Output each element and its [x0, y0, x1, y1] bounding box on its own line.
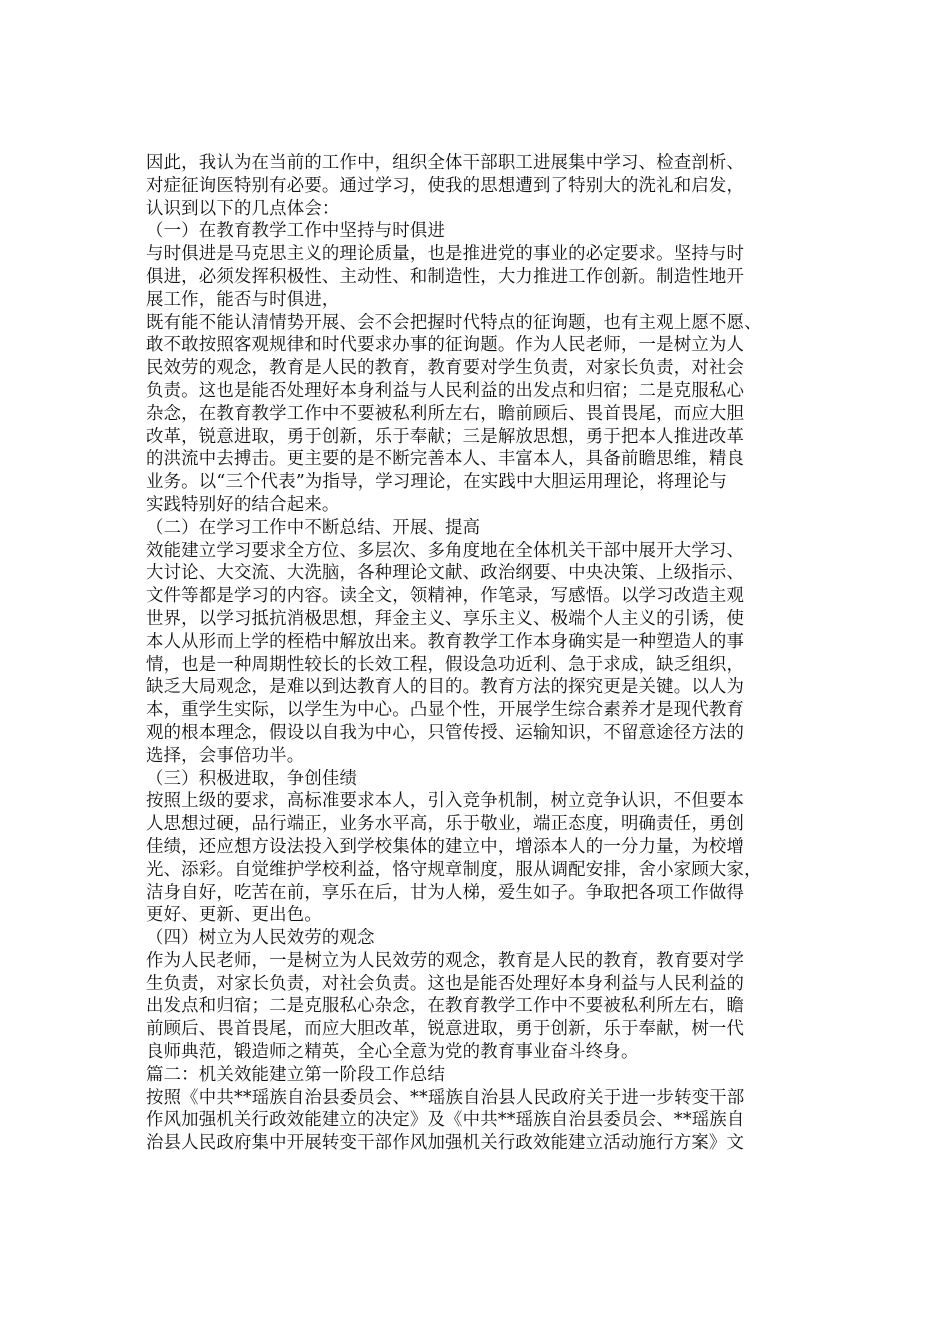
- text-line: 负责。这也是能否处理好本身利益与人民利益的出发点和归宿；二是克服私心: [146, 380, 745, 401]
- text-line: 人思想过硬，品行端正，业务水平高，乐于敬业，端正态度，明确责任，勇创: [146, 814, 745, 835]
- text-line: 实践特别好的结合起来。: [146, 494, 340, 515]
- text-line: 民效劳的观念，教育是人民的教育，教育要对学生负责，对家长负责，对社会: [146, 358, 745, 379]
- text-line: 展工作，能否与时俱进，: [146, 289, 340, 310]
- text-line: 缺乏大局观念，是难以到达教育人的目的。教育方法的探究更是关键。以人为: [146, 677, 745, 698]
- text-line: 生负责，对家长负责，对社会负责。这也是能否处理好本身利益与人民利益的: [146, 973, 745, 994]
- article-heading: 篇二：机关效能建立第一阶段工作总结: [146, 1064, 446, 1085]
- text-line: 本，重学生实际，以学生为中心。凸显个性，开展学生综合素养才是现代教育: [146, 700, 745, 721]
- section-heading: （一）在教育教学工作中坚持与时俱进: [146, 221, 446, 242]
- text-line: 按照《中共**瑶族自治县委员会、**瑶族自治县人民政府关于进一步转变干部: [146, 1087, 745, 1108]
- text-line: 因此，我认为在当前的工作中，组织全体干部职工进展集中学习、检查剖析、: [146, 153, 745, 173]
- text-line: 既有能不能认清情势开展、会不会把握时代特点的征询题，也有主观上愿不愿、: [146, 312, 762, 333]
- section-heading: （二）在学习工作中不断总结、开展、提高: [146, 517, 481, 538]
- text-line: 敢不敢按照客观规律和时代要求办事的征询题。作为人民老师，一是树立为人: [146, 335, 745, 356]
- text-line: 改革，锐意进取，勇于创新，乐于奉献；三是解放思想，勇于把本人推进改革: [146, 426, 745, 447]
- text-line: 本人从形而上学的桎梏中解放出来。教育教学工作本身确实是一种塑造人的事: [146, 631, 745, 652]
- text-line: 作风加强机关行政效能建立的决定》及《中共**瑶族自治县委员会、**瑶族自: [146, 1110, 745, 1131]
- text-line: 观的根本理念，假设以自我为中心，只管传授、运输知识，不留意途径方法的: [146, 722, 745, 743]
- text-line: 业务。以“三个代表”为指导，学习理论，在实践中大胆运用理论，将理论与: [146, 472, 728, 493]
- text-line: 对症征询医特别有必要。通过学习，使我的思想遭到了特别大的洗礼和启发，: [146, 175, 745, 196]
- text-line: 选择，会事倍功半。: [146, 745, 305, 766]
- section-heading: （三）积极进取，争创佳绩: [146, 768, 358, 789]
- text-line: 大讨论、大交流、大洗脑，各种理论文献、政治纲要、中央决策、上级指示、: [146, 563, 745, 584]
- text-line: 前顾后、畏首畏尾，而应大胆改革，锐意进取，勇于创新，乐于奉献，树一代: [146, 1019, 745, 1040]
- text-line: 杂念，在教育教学工作中不要被私利所左右，瞻前顾后、畏首畏尾，而应大胆: [146, 403, 745, 424]
- text-line: 情，也是一种周期性较长的长效工程，假设急功近利、急于求成，缺乏组织，: [146, 654, 745, 675]
- text-line: 佳绩，还应想方设法投入到学校集体的建立中，增添本人的一分力量，为校增: [146, 836, 745, 857]
- text-line: 认识到以下的几点体会：: [146, 198, 340, 219]
- text-line: 洁身自好，吃苦在前，享乐在后，甘为人梯，爱生如子。争取把各项工作做得: [146, 882, 745, 903]
- text-line: 俱进，必须发挥积极性、主动性、和制造性，大力推进工作创新。制造性地开: [146, 266, 745, 287]
- text-line: 效能建立学习要求全方位、多层次、多角度地在全体机关干部中展开大学习、: [146, 540, 745, 561]
- section-heading: （四）树立为人民效劳的观念: [146, 928, 375, 949]
- text-line: 世界，以学习抵抗消极思想，拜金主义、享乐主义、极端个人主义的引诱，使: [146, 608, 745, 629]
- text-line: 光、添彩。自觉维护学校利益，恪守规章制度，服从调配安排，舍小家顾大家，: [146, 859, 762, 880]
- text-line: 作为人民老师，一是树立为人民效劳的观念，教育是人民的教育，教育要对学: [146, 950, 745, 971]
- text-line: 出发点和归宿；二是克服私心杂念，在教育教学工作中不要被私利所左右，瞻: [146, 996, 745, 1017]
- text-line: 治县人民政府集中开展转变干部作风加强机关行政效能建立活动施行方案》文: [146, 1133, 745, 1154]
- document-body: [146, 152, 811, 1155]
- text-line: 文件等都是学习的内容。读全文，领精神，作笔录，写感悟。以学习改造主观: [146, 586, 745, 607]
- text-line: 与时俱进是马克思主义的理论质量，也是推进党的事业的必定要求。坚持与时: [146, 244, 745, 265]
- text-line: 的洪流中去搏击。更主要的是不断完善本人、丰富本人，具备前瞻思维，精良: [146, 449, 745, 470]
- text-line: 按照上级的要求，高标准要求本人，引入竞争机制，树立竞争认识，不但要本: [146, 791, 745, 812]
- text-line: 更好、更新、更出色。: [146, 905, 322, 926]
- text-line: 良师典范，锻造师之精英，全心全意为党的教育事业奋斗终身。: [146, 1042, 639, 1063]
